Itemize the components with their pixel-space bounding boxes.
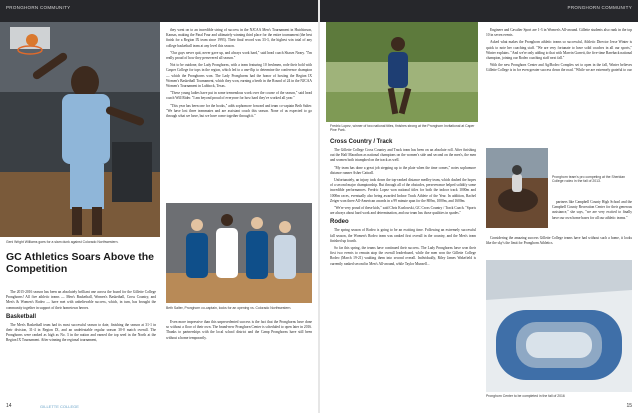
- paragraph: The spring season of Rodeo is going to be an exciting time. Following an extremely successful fall season, the Women's Rodeo team was ranked first overall in the country, and the Men's team finished up fourth.: [330, 228, 476, 243]
- page-number-left: 14: [6, 403, 12, 409]
- paragraph: The Gillette College Cross Country and Track team has been on an absolute roll. After finishing out the Half Marathon as national champions on the women's side and second on the men's, the men and women both triumphed on the track as well.: [330, 148, 476, 163]
- paragraph: "My team has done a great job stepping up to the plate when the time comes," notes sophomore distance runner Asher Cattrall.: [330, 165, 476, 175]
- paragraph: Considering the amazing success Gillette College teams have had without such a home, it looks like the sky's the limit for Pronghorn Athletics.: [486, 236, 632, 246]
- section-heading-basketball: Basketball: [6, 313, 37, 320]
- intro-paragraph: The 2015-2016 season has been an absolutely brilliant one across the board for the Gillette College Pronghorns! All five athletic teams — Men's Basketball, Women's Basketball, Cross Country, and Men's & Women's Rodeo — have met with unbelievable success, which, in turn, has brought the community together in support of their hometown heroes.: [6, 290, 156, 310]
- paragraph: Even more impressive than this unprecedented success is the fact that the Pronghorns have done so without a floor of their own. The brand-new Pronghorn Center is scheduled to open later in 2016. Thanks to partnerships with the local school district and the Camp Pronghorns have still been without a home temporarily.: [166, 320, 312, 340]
- track-center-caption: Pronghorn Center to be completed in the fall of 2016: [486, 394, 565, 398]
- paragraph: So far this spring, the teams have continued their success. The Lady Pronghorns have won their first two events to remain atop the overall leaderboard, while the men won the Gillette College Rodeo (March 19-21) vaulting them into second overall. Individually, Riley James Wakefield is currently ranked second in Men's All-around, while Taylor Munsell...: [330, 246, 476, 266]
- footer-label-left: GILLETTE COLLEGE: [40, 404, 79, 409]
- paragraph: With the new Pronghorn Center and Ag/Rodeo Complex set to open in the fall, Winter believes Gillette College is in for even greater success down the road. "While we are extremely grateful to our: [486, 63, 632, 73]
- womens-basketball-caption: Beth Salter, Pronghorn co-captain, looks for an opening vs. Colorado Northwestern.: [166, 306, 292, 310]
- rodeo-caption: Pronghorn team's pro competing at the Sheridan College rodeo in the fall of 2013.: [552, 175, 626, 184]
- column-2: [166, 28, 312, 121]
- column-2-bottom: [166, 320, 312, 343]
- cross-country-caption: Fredric Lopez, winner of two national titles, finishes strong at the Pronghorn Invitational at Caper Pine Park.: [330, 124, 475, 133]
- basketball-caption: Geni Wright Williams goes for a slam dunk against Colorado Northwestern.: [6, 240, 119, 244]
- column-4: [486, 28, 632, 76]
- paragraph: "Our guys never quit, never gave up, and always work hard," said head coach Shawn Neary. "I'm really proud of how they persevered all season.": [166, 50, 312, 61]
- paragraph: "These young ladies have put in some tremendous work over the course of the season," said head coach Will Rider. "I am beyond proud of everyone for how hard they've worked all year.": [166, 91, 312, 101]
- paragraph: Unfortunately, an injury took down the top-ranked distance medley team, which dashed the hopes of a second major championship. But through all of the obstacles, perseverance helped solidify some incredible performances. Fredric Lopez won national titles for both the indoor track 1000m and 1000m races, eventually also being awarded Indoor Track Athlete of the Year. In addition, Rachel Zeiger won three All-American awards in a 99 minute span for the 800m, 1000m, and 1600m.: [330, 178, 476, 203]
- column-4-conclusion: [486, 236, 632, 248]
- paragraph: Engineer and Cavalier Sport are 1-3 in Women's All-around. Gillette students also rank in the top 10 in seven events.: [486, 28, 632, 38]
- column-3: [330, 136, 476, 269]
- section-heading-rodeo: Rodeo: [330, 219, 349, 226]
- paragraph: Asked what makes the Pronghorn athletic teams so successful, Athletic Director Jesse Winter is quick to note her coaching staff. "We are very fortunate to have solid coaches in all our sports," Winter explains. "And we're only adding to that with Marvin Garrett, the five-time Bareback national champion, joining our Rodeo coaching staff next fall.": [486, 40, 632, 61]
- header-label-right: PRONGHORN COMMUNITY: [567, 5, 632, 10]
- header-bar-left: [0, 0, 319, 22]
- page-number-right: 15: [626, 403, 632, 409]
- track-center-photo: [486, 260, 632, 392]
- paragraph: "We're very proud of these kids," said Chris Kozlowski, GC Cross Country / Track Coach. "Sports are always about hard work and determination, and our team has those qualities in spades.": [330, 206, 476, 216]
- rodeo-photo: [486, 148, 548, 228]
- page-gutter: [318, 0, 320, 413]
- column-1: [6, 290, 156, 346]
- paragraph: they went on to an incredible string of success in the NJCAA Men's Tournament in Hutchinson, Kansas, making the Final Four and ultimately winning third place for the entire tournament (the best finish for a Region IX team since 1993). Their final record was 33-3, the highest win total of any college basketball team at any level this season.: [166, 28, 312, 48]
- paragraph: "This year has been one for the books," adds sophomore forward and team co-captain Beth Salter. "We have lost three teammates and are assistant coach this season. None of us expected to go through what we have, but we have come together through it.": [166, 103, 312, 119]
- paragraph: partners like Campbell County High School and the Campbell County Recreation Center for their generous assistance," she says, "we are very excited to finally have our own home bases for all our athletic teams.": [552, 200, 632, 220]
- basketball-photo: [0, 22, 160, 237]
- main-headline: GC Athletics Soars Above the Competition: [6, 251, 155, 275]
- cross-country-photo: [326, 22, 478, 122]
- column-4-bottom: [552, 200, 632, 223]
- section-heading-cross-country: Cross Country / Track: [330, 139, 393, 145]
- header-bar-right: [319, 0, 638, 22]
- header-label-left: PRONGHORN COMMUNITY: [6, 5, 71, 10]
- basketball-paragraph: The Men's Basketball team had its most successful season to date, finishing the season at 31-1 in their division, 31-4 in Region IX, and an undefeatable regular season 30-0 match overall. The Pronghorns were ranked as high as No. 3 in the nation and earned the top seed in the North at the Region IX Tournament. After winning the regional tournament,: [6, 322, 156, 343]
- womens-basketball-photo: [166, 203, 312, 303]
- paragraph: Not to be outdone, the Lady Pronghorns, with a team featuring 10 freshmen, rode their bold with Casper College for tops in the region, which led to a one-flip to determine the conference champion — which the Pronghorns won. The Lady Pronghorns had the honor of hosting the Region IX Women's Basketball Tournament, which they won, earning a berth in the Round of 24 in the NJCAA Women's Tournament in Lubbock, Texas.: [166, 63, 312, 89]
